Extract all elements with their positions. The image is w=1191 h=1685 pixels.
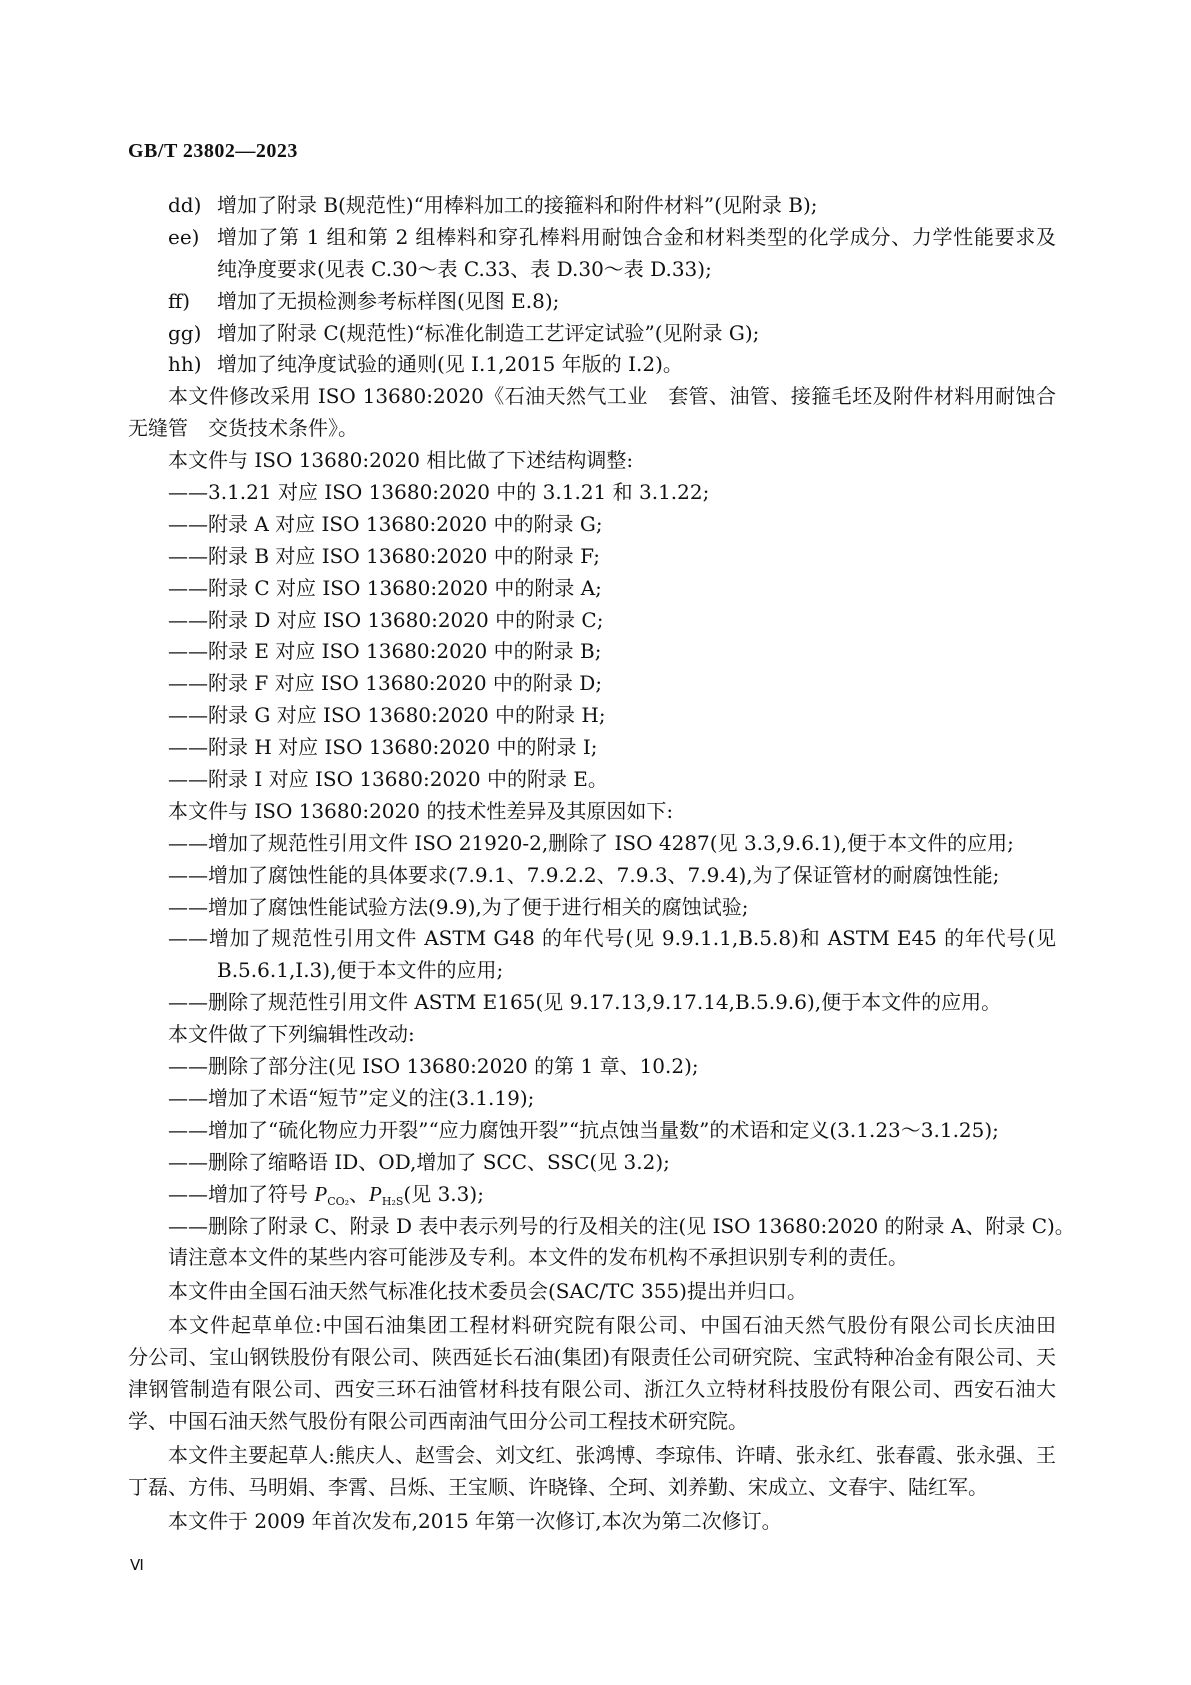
structure-item: ——附录 H 对应 ISO 13680:2020 中的附录 I; [168, 735, 598, 760]
symbols-suffix: (见 3.3); [403, 1181, 484, 1206]
technical-difference-item: ——增加了腐蚀性能的具体要求(7.9.1、7.9.2.2、7.9.3、7.9.4),为了保证管材的耐腐蚀性能; [168, 862, 1000, 887]
standard-number-header: GB/T 23802—2023 [128, 140, 298, 162]
list-item [128, 286, 1056, 318]
symbol-subscript: H₂S [381, 1194, 404, 1208]
separator: 、 [349, 1181, 370, 1206]
list-label: gg) [168, 320, 202, 345]
structure-item: ——附录 A 对应 ISO 13680:2020 中的附录 G; [168, 511, 603, 536]
adoption-paragraph: 本文件修改采用 ISO 13680:2020《石油天然气工业 套管、油管、接箍毛坯及附件材料用耐蚀合 [168, 384, 1056, 409]
list-text: 增加了纯净度试验的通则(见 I.1,2015 年版的 I.2)。 [217, 352, 683, 377]
symbols-prefix: ——增加了符号 [168, 1181, 315, 1206]
page-number: Ⅵ [130, 1558, 144, 1574]
technical-difference-item: ——增加了规范性引用文件 ASTM G48 的年代号(见 9.9.1.1,B.5.8)和 ASTM E45 的年代号(见 [168, 926, 1056, 951]
structure-item: ——附录 C 对应 ISO 13680:2020 中的附录 A; [168, 575, 602, 600]
list-text-continuation: 纯净度要求(见表 C.30～表 C.33、表 D.30～表 D.33); [217, 256, 712, 281]
list-label: ee) [168, 224, 200, 249]
structure-intro: 本文件与 ISO 13680:2020 相比做了下述结构调整: [168, 448, 634, 473]
structure-item: ——附录 D 对应 ISO 13680:2020 中的附录 C; [168, 607, 604, 632]
editorial-change-item: ——增加了术语“短节”定义的注(3.1.19); [168, 1085, 535, 1110]
list-text: 增加了附录 B(规范性)“用棒料加工的接箍料和附件材料”(见附录 B); [217, 193, 818, 217]
proposed-by: 本文件由全国石油天然气标准化技术委员会(SAC/TC 355)提出并归口。 [168, 1279, 807, 1304]
editorial-change-item: ——增加了“硫化物应力开裂”“应力腐蚀开裂”“抗点蚀当量数”的术语和定义(3.1.23～3.1.25); [168, 1117, 999, 1142]
structure-item: ——附录 E 对应 ISO 13680:2020 中的附录 B; [168, 639, 602, 664]
technical-difference-item: ——增加了规范性引用文件 ISO 21920-2,删除了 ISO 4287(见 3.3,9.6.1),便于本文件的应用; [168, 830, 1014, 855]
editorial-change-item-symbols [128, 1179, 1056, 1211]
foreword-body [128, 190, 1075, 1537]
editorial-change-item: ——删除了附录 C、附录 D 表中表示列号的行及相关的注(见 ISO 13680:2020 的附录 A、附录 C)。 [168, 1213, 1075, 1238]
list-item [128, 190, 1056, 222]
main-drafters: 本文件主要起草人:熊庆人、赵雪会、刘文红、张鸿博、李琼伟、许晴、张永红、张春霞、张永强、王 [168, 1442, 1056, 1467]
list-text: 增加了第 1 组和第 2 组棒料和穿孔棒料用耐蚀合金和材料类型的化学成分、力学性能要求及 [217, 224, 1056, 249]
structure-item: ——3.1.21 对应 ISO 13680:2020 中的 3.1.21 和 3.1.22; [168, 480, 710, 505]
structure-item: ——附录 F 对应 ISO 13680:2020 中的附录 D; [168, 671, 603, 696]
main-drafters-cont: 丁磊、方伟、马明娟、李霄、吕烁、王宝顺、许晓锋、仝珂、刘养勤、宋成立、文春宇、陆红军。 [128, 1474, 988, 1499]
list-text: 增加了附录 C(规范性)“标准化制造工艺评定试验”(见附录 G); [217, 320, 760, 345]
structure-item: ——附录 G 对应 ISO 13680:2020 中的附录 H; [168, 703, 606, 728]
list-item [128, 349, 1056, 381]
structure-item: ——附录 B 对应 ISO 13680:2020 中的附录 F; [168, 543, 601, 568]
publication-history: 本文件于 2009 年首次发布,2015 年第一次修订,本次为第二次修订。 [168, 1508, 782, 1533]
drafting-units-cont: 分公司、宝山钢铁股份有限公司、陕西延长石油(集团)有限责任公司研究院、宝武特种冶金有限公司、天 [128, 1345, 1056, 1370]
editorial-change-item: ——删除了部分注(见 ISO 13680:2020 的第 1 章、10.2); [168, 1054, 699, 1079]
technical-difference-item: ——增加了腐蚀性能试验方法(9.9),为了便于进行相关的腐蚀试验; [168, 894, 749, 919]
list-item [128, 318, 1056, 350]
drafting-units-cont: 学、中国石油天然气股份有限公司西南油气田分公司工程技术研究院。 [128, 1408, 748, 1433]
list-text: 增加了无损检测参考标样图(见图 E.8); [217, 288, 560, 313]
list-label: dd) [168, 193, 202, 217]
editorial-changes-intro: 本文件做了下列编辑性改动: [168, 1022, 415, 1047]
drafting-units-cont: 津钢管制造有限公司、西安三环石油管材科技有限公司、浙江久立特材科技股份有限公司、西安石油大 [128, 1376, 1056, 1401]
technical-difference-item: ——删除了规范性引用文件 ASTM E165(见 9.17.13,9.17.14,B.5.9.6),便于本文件的应用。 [168, 990, 1002, 1015]
technical-difference-cont: B.5.6.1,I.3),便于本文件的应用; [217, 958, 504, 983]
editorial-change-item: ——删除了缩略语 ID、OD,增加了 SCC、SSC(见 3.2); [168, 1149, 670, 1174]
symbol-subscript: CO₂ [327, 1194, 350, 1208]
drafting-units: 本文件起草单位:中国石油集团工程材料研究院有限公司、中国石油天然气股份有限公司长庆油田 [168, 1313, 1056, 1338]
structure-item: ——附录 I 对应 ISO 13680:2020 中的附录 E。 [168, 767, 608, 792]
list-label: ff) [168, 288, 191, 313]
patent-notice: 请注意本文件的某些内容可能涉及专利。本文件的发布机构不承担识别专利的责任。 [168, 1245, 908, 1270]
list-item [128, 222, 1056, 254]
symbol-p: P [369, 1181, 382, 1206]
adoption-paragraph-cont: 无缝管 交货技术条件》。 [128, 416, 358, 441]
symbol-p: P [314, 1181, 328, 1206]
list-label: hh) [168, 352, 202, 377]
technical-differences-intro: 本文件与 ISO 13680:2020 的技术性差异及其原因如下: [168, 798, 674, 823]
